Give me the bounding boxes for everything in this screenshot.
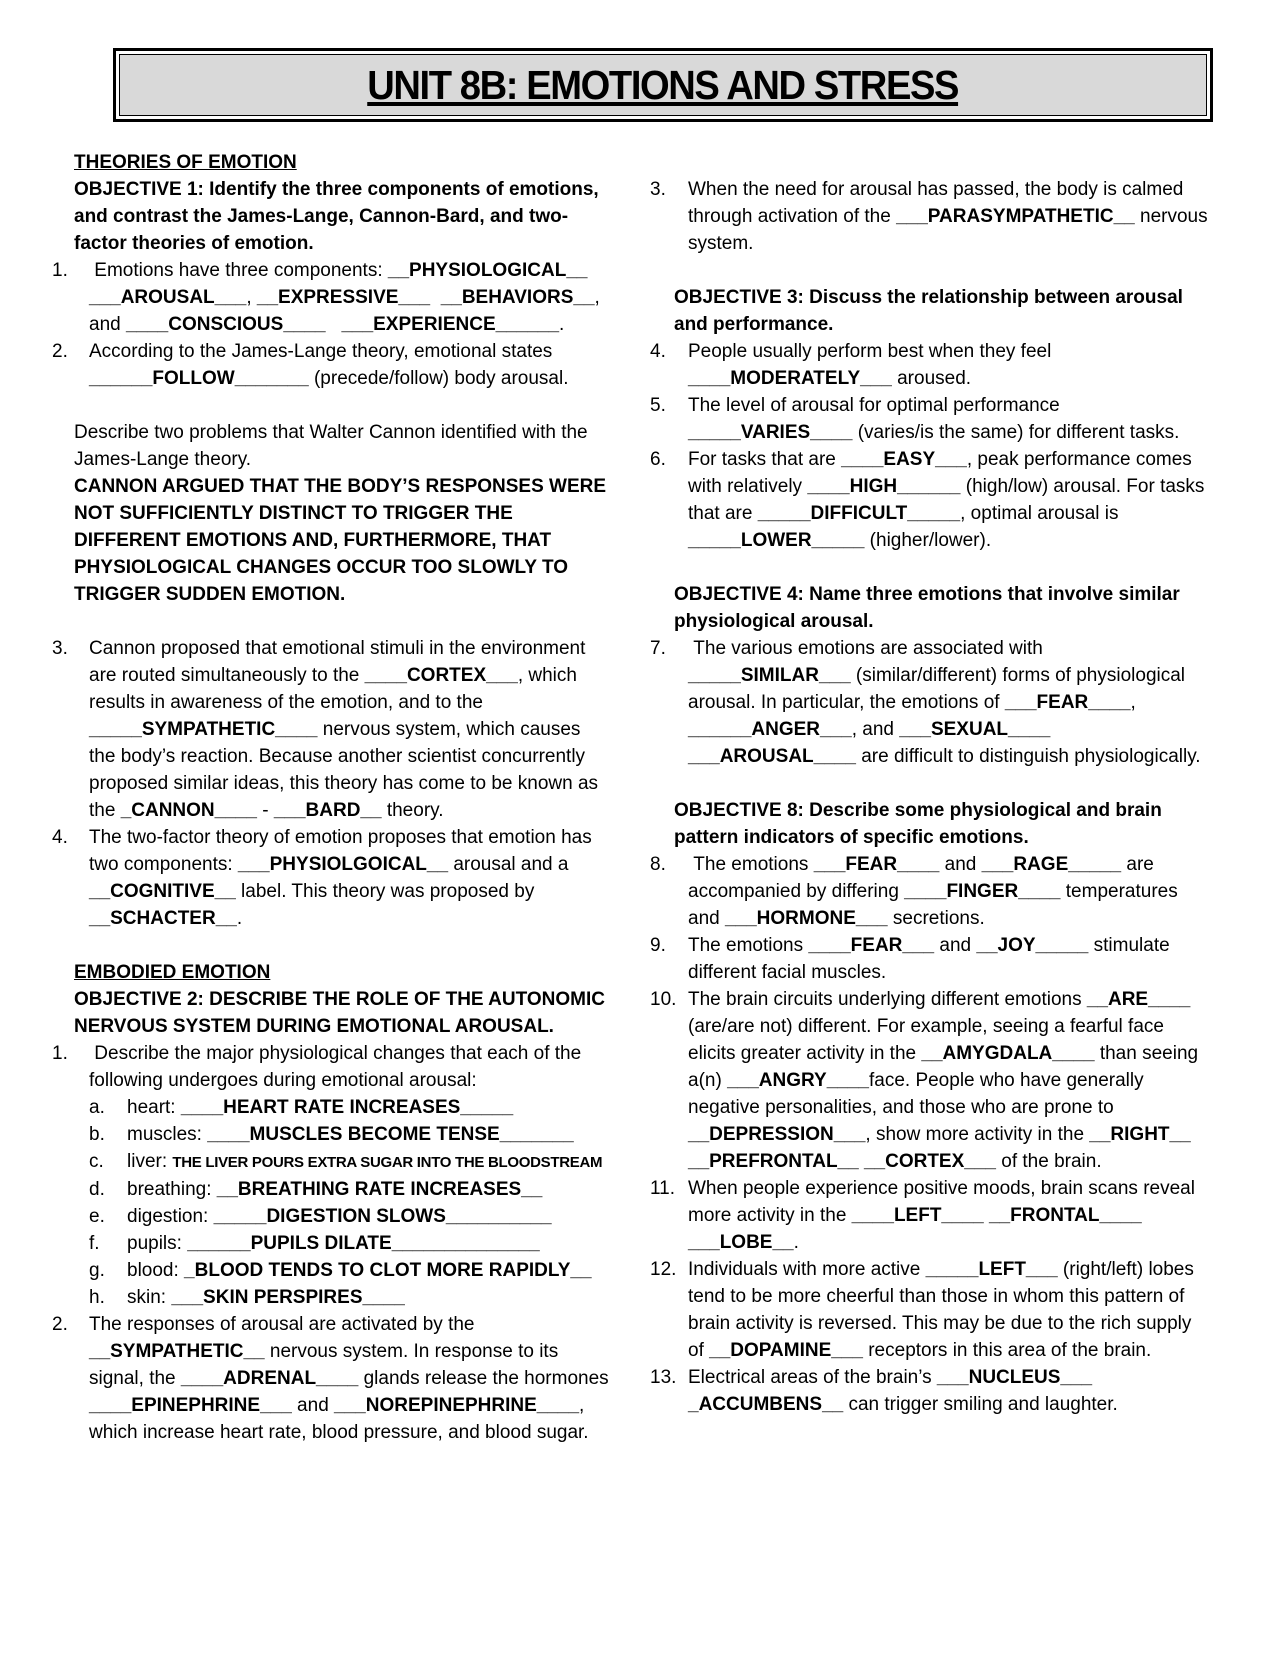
answer: __JOY_____ [976, 935, 1089, 956]
question-9: 9. The emotions ____FEAR___ and __JOY_____ stimulate different facial muscles. [650, 935, 1170, 983]
answer: __ARE____ [1086, 989, 1191, 1010]
answer: ____CORTEX___ [364, 665, 518, 686]
question-5: 5. The level of arousal for optimal performance _____VARIES____ (varies/is the same) for different tasks. [650, 395, 1180, 443]
answer: _____SYMPATHETIC____ [89, 719, 318, 740]
question-2: 2. According to the James-Lange theory, emotional states ______FOLLOW_______ (precede/follow) body arousal. [52, 341, 569, 389]
sub-item-breathing: d. breathing: __BREATHING RATE INCREASES__ [89, 1179, 543, 1200]
answer: _BLOOD TENDS TO CLOT MORE RAPIDLY__ [184, 1260, 592, 1281]
objective-8: OBJECTIVE 8: Describe some physiological and brain pattern indicators of specific emotions. [674, 800, 1162, 848]
question-7: 7. The various emotions are associated with _____SIMILAR___ (similar/different) forms of physiological arousal. In particular, the emotions of ___FEAR____, ______ANGER___, and ___SEXUAL____ ___AROUSAL____ are difficult to distinguish physiologically. [650, 638, 1201, 767]
sub-item-blood: g. blood: _BLOOD TENDS TO CLOT MORE RAPIDLY__ [89, 1260, 592, 1281]
answer: ___EXPERIENCE______ [341, 314, 560, 335]
objective-4: OBJECTIVE 4: Name three emotions that involve similar physiological arousal. [674, 584, 1180, 632]
answer: __BREATHING RATE INCREASES__ [216, 1179, 543, 1200]
answer: THE LIVER POURS EXTRA SUGAR INTO THE BLOODSTREAM [172, 1154, 603, 1171]
answer: ___FEAR____ [1004, 692, 1131, 713]
answer: ___ANGRY____ [727, 1070, 869, 1091]
sub-item-digestion: e. digestion: _____DIGESTION SLOWS__________ [89, 1206, 552, 1227]
answer: __SYMPATHETIC__ [89, 1341, 265, 1362]
answer: ___PHYSIOLGOICAL__ [237, 854, 449, 875]
answer: ___AROUSAL____ [688, 746, 856, 767]
question-3: 3. Cannon proposed that emotional stimuli in the environment are routed simultaneously to the ____CORTEX___, which results in awareness of the emotion, and to the _____SYMPATHETIC____ nervous system, which causes the body’s reaction. Because another scientist concurrently proposed similar ideas, this theory has come to be known as the _CANNON____ - ___BARD__ theory. [52, 638, 599, 821]
question-1: 1. Emotions have three components: __PHYSIOLOGICAL__ ___AROUSAL___, __EXPRESSIVE___ __BEHAVIORS__, and ____CONSCIOUS____ ___EXPERIENCE______. [52, 260, 600, 335]
sub-item-muscles: b. muscles: ____MUSCLES BECOME TENSE_______ [89, 1124, 574, 1145]
answer: ___BARD__ [273, 800, 382, 821]
question-4: 4. People usually perform best when they feel ____MODERATELY___ aroused. [650, 341, 1052, 389]
question-4: 4. The two-factor theory of emotion proposes that emotion has two components: ___PHYSIOLGOICAL__ arousal and a __COGNITIVE__ label. This theory was proposed by __SCHACTER__. [52, 827, 592, 929]
section-heading-theories: THEORIES OF EMOTION [74, 152, 297, 173]
answer: ___RAGE_____ [981, 854, 1122, 875]
answer: ___HORMONE___ [724, 908, 888, 929]
question-8: 8. The emotions ___FEAR____ and ___RAGE_____ are accompanied by differing ____FINGER____ temperatures and ___HORMONE___ secretions. [650, 854, 1178, 929]
answer: ____MUSCLES BECOME TENSE_______ [207, 1124, 574, 1145]
answer: __RIGHT__ [1089, 1124, 1191, 1145]
answer: ____LEFT____ [851, 1205, 984, 1226]
embodied-question-1: 1. Describe the major physiological changes that each of the following undergoes during emotional arousal: a. heart: ____HEART RATE INCREASES_____ b. muscles: ____MUSCLES BECOME TENSE_______ c. liver: THE LIVER POURS EXTRA SUGAR INTO THE BLOODSTREAM d. breathing: __BREATHING RATE INCREASES__ e. digestion: _____DIGESTION SLOWS__________ f. pupils: ______PUPILS DILATE______________ g. blood: _BLOOD TENDS TO CLOT MORE RAPIDLY__ h. skin: ___SKIN PERSPIRES____ [52, 1040, 612, 1311]
answer: __DOPAMINE___ [709, 1340, 863, 1361]
answer: ___NUCLEUS___ [936, 1367, 1093, 1388]
question-6: 6. For tasks that are ____EASY___, peak performance comes with relatively ____HIGH______ (high/low) arousal. For tasks that are _____DIFFICULT_____, optimal arousal is _____LOWER_____ (higher/lower). [650, 449, 1205, 551]
right-column [650, 176, 1210, 1418]
question-11: 11. When people experience positive moods, brain scans reveal more activity in the ____LEFT____ __FRONTAL____ ___LOBE__. [650, 1178, 1195, 1253]
title-box [113, 48, 1213, 122]
answer: ____FINGER____ [904, 881, 1061, 902]
answer: ____EASY___ [841, 449, 967, 470]
sub-item-liver: c. liver: THE LIVER POURS EXTRA SUGAR INTO THE BLOODSTREAM [89, 1151, 603, 1172]
question-12: 12. Individuals with more active _____LEFT___ (right/left) lobes tend to be more cheerful than those in whom this pattern of brain activity is reversed. This may be due to the rich supply of __DOPAMINE___ receptors in this area of the brain. [650, 1259, 1194, 1361]
answer: ____MODERATELY___ [688, 368, 892, 389]
answer: _____DIFFICULT_____ [757, 503, 961, 524]
question-13: 13. Electrical areas of the brain’s ___NUCLEUS___ _ACCUMBENS__ can trigger smiling and laughter. [650, 1367, 1118, 1415]
objective-2: OBJECTIVE 2: DESCRIBE THE ROLE OF THE AUTONOMIC NERVOUS SYSTEM DURING EMOTIONAL AROUSAL. [74, 989, 605, 1037]
answer: __EXPRESSIVE___ [256, 287, 431, 308]
answer: ____HIGH______ [807, 476, 961, 497]
answer: __PHYSIOLOGICAL__ [387, 260, 588, 281]
answer: _____LOWER_____ [688, 530, 865, 551]
answer: _____LEFT___ [925, 1259, 1058, 1280]
answer: ___AROUSAL___ [89, 287, 247, 308]
answer: _ACCUMBENS__ [688, 1394, 844, 1415]
section-heading-embodied: EMBODIED EMOTION [74, 962, 271, 983]
answer: ___SEXUAL____ [899, 719, 1051, 740]
question-10: 10. The brain circuits underlying different emotions __ARE____ (are/are not) different. For example, seeing a fearful face elicits greater activity in the __AMYGDALA____ than seeing a(n) ___ANGRY____face. People who have generally negative personalities, and those who are prone to __DEPRESSION___, show more activity in the __RIGHT__ __PREFRONTAL__ __CORTEX___ of the brain. [650, 989, 1199, 1172]
answer: ___FEAR____ [813, 854, 940, 875]
embodied-question-2: 2. The responses of arousal are activated by the __SYMPATHETIC__ nervous system. In response to its signal, the ____ADRENAL____ glands release the hormones ____EPINEPHRINE___ and ___NOREPINEPHRINE____, which increase heart rate, blood pressure, and blood sugar. [52, 1314, 609, 1443]
answer: _____VARIES____ [688, 422, 853, 443]
embodied-question-3: 3. When the need for arousal has passed, the body is calmed through activation of the ___PARASYMPATHETIC__ nervous system. [650, 179, 1208, 254]
sub-item-pupils: f. pupils: ______PUPILS DILATE______________ [89, 1233, 540, 1254]
objective-3: OBJECTIVE 3: Discuss the relationship between arousal and performance. [674, 287, 1183, 335]
describe-answer: CANNON ARGUED THAT THE BODY’S RESPONSES WERE NOT SUFFICIENTLY DISTINCT TO TRIGGER THE DIFFERENT EMOTIONS AND, FURTHERMORE, THAT PHYSIOLOGICAL CHANGES OCCUR TOO SLOWLY TO TRIGGER SUDDEN EMOTION. [74, 476, 607, 605]
answer: __CORTEX___ [863, 1151, 996, 1172]
answer: ______PUPILS DILATE______________ [187, 1233, 540, 1254]
answer: ______FOLLOW_______ [89, 368, 309, 389]
sub-item-skin: h. skin: ___SKIN PERSPIRES____ [89, 1287, 405, 1308]
answer: ____CONSCIOUS____ [125, 314, 326, 335]
page-title: UNIT 8B: EMOTIONS AND STRESS [367, 62, 959, 108]
answer: ______ANGER___ [688, 719, 852, 740]
answer: ____EPINEPHRINE___ [89, 1395, 292, 1416]
answer: __BEHAVIORS__ [440, 287, 595, 308]
answer: __FRONTAL____ [988, 1205, 1142, 1226]
describe-prompt: Describe two problems that Walter Cannon identified with the James-Lange theory. [74, 422, 588, 470]
left-column [52, 149, 612, 1446]
answer: ___PARASYMPATHETIC__ [896, 206, 1135, 227]
answer: ____ADRENAL____ [180, 1368, 359, 1389]
title-banner [119, 54, 1207, 116]
answer: ____FEAR___ [808, 935, 935, 956]
answer: __PREFRONTAL__ [688, 1151, 859, 1172]
answer: ___LOBE__ [688, 1232, 794, 1253]
answer: ___SKIN PERSPIRES____ [171, 1287, 405, 1308]
sub-item-heart: a. heart: ____HEART RATE INCREASES_____ [89, 1097, 514, 1118]
answer: _____SIMILAR___ [688, 665, 851, 686]
answer: __DEPRESSION___ [688, 1124, 866, 1145]
answer: ____HEART RATE INCREASES_____ [180, 1097, 514, 1118]
answer: __AMYGDALA____ [921, 1043, 1095, 1064]
answer: ___NOREPINEPHRINE____ [334, 1395, 580, 1416]
objective-1: OBJECTIVE 1: Identify the three components of emotions, and contrast the James-Lange, Cannon-Bard, and two-factor theories of emotion. [74, 179, 599, 254]
answer: __COGNITIVE__ [89, 881, 236, 902]
answer: __SCHACTER__ [89, 908, 237, 929]
answer: _CANNON____ [120, 800, 257, 821]
answer: _____DIGESTION SLOWS__________ [213, 1206, 552, 1227]
